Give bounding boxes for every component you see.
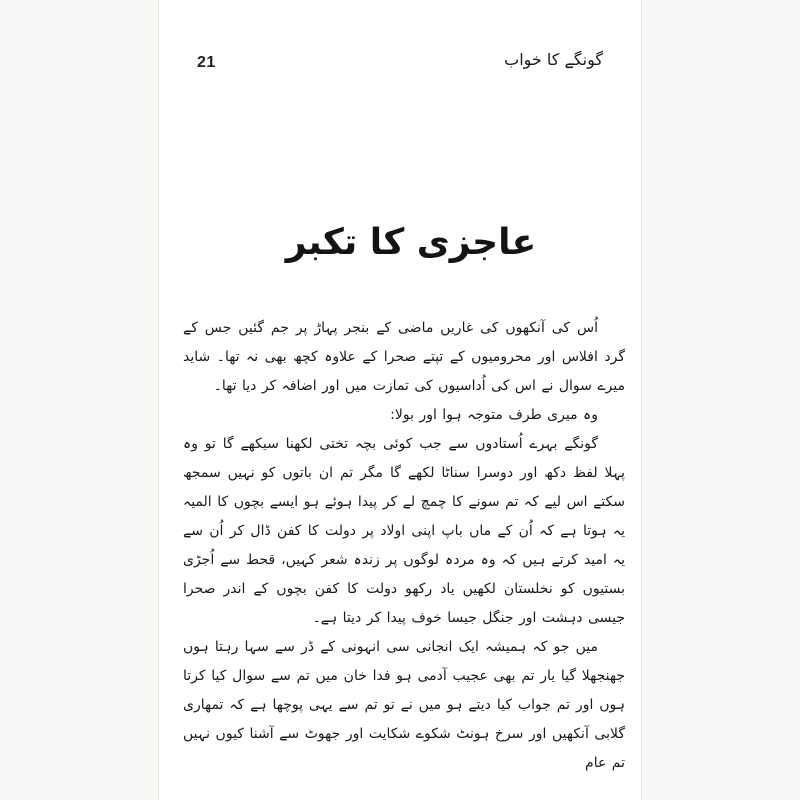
- body-paragraph-3: گونگے بہرے اُستادوں سے جب کوئی بچہ تختی لکھنا سیکھے گا تو وہ پہلا لفظ دکھ اور دوسرا سناٹا لکھے گا مگر تم ان باتوں کو نہیں سمجھ سکتے اس لیے کہ تم سونے کا چمچ لے کر پیدا ہوئے ہو ایسے بچوں کا المیہ یہ ہوتا ہے کہ اُن کے ماں باپ اپنی اولاد پر دولت کا کفن ڈال کر اُن سے یہ امید کرتے ہیں کہ وہ مردہ لوگوں پر زندہ شعر کہیں، قحط سے اُجڑی بستیوں کو نخلستان لکھیں یاد رکھو دولت کا کفن بچوں کے اندر صحرا جیسی دہشت اور جنگل جیسا خوف پیدا کر دیتا ہے۔: [183, 436, 625, 626]
- body-paragraph-1: اُس کی آنکھوں کی غاریں ماضی کے بنجر پہاڑ پر جم گئیں جس کے گرد افلاس اور محرومیوں کے تپتے صحرا کے علاوہ کچھ بھی نہ تھا۔ شاید میرے سوال نے اس کی اُداسیوں کی تمازت میں اور اضافہ کر دیا تھا۔: [183, 320, 625, 394]
- page-number: 21: [197, 54, 216, 71]
- body-text: [183, 314, 625, 778]
- body-paragraph-2: وہ میری طرف متوجہ ہوا اور بولا:: [390, 407, 598, 423]
- chapter-title: عاجزی کا تکبر: [285, 222, 537, 263]
- book-page: [158, 0, 642, 800]
- body-paragraph-4: میں جو کہ ہمیشہ ایک انجانی سی انہونی کے ڈر سے سہا رہتا ہوں جھنجھلا گیا یار تم بھی عجیب آدمی ہو فدا خان میں تم سے سوال کیا کرتا ہوں اور تم جواب کیا دیتے ہو میں نے تو تم سے یہی پوچھا ہے کہ تمھاری گلابی آنکھیں اور سرخ ہونٹ شکوے شکایت اور جھوٹ سے آشنا کیوں نہیں تم عام: [183, 639, 625, 771]
- running-header-title: گونگے کا خواب: [504, 50, 603, 69]
